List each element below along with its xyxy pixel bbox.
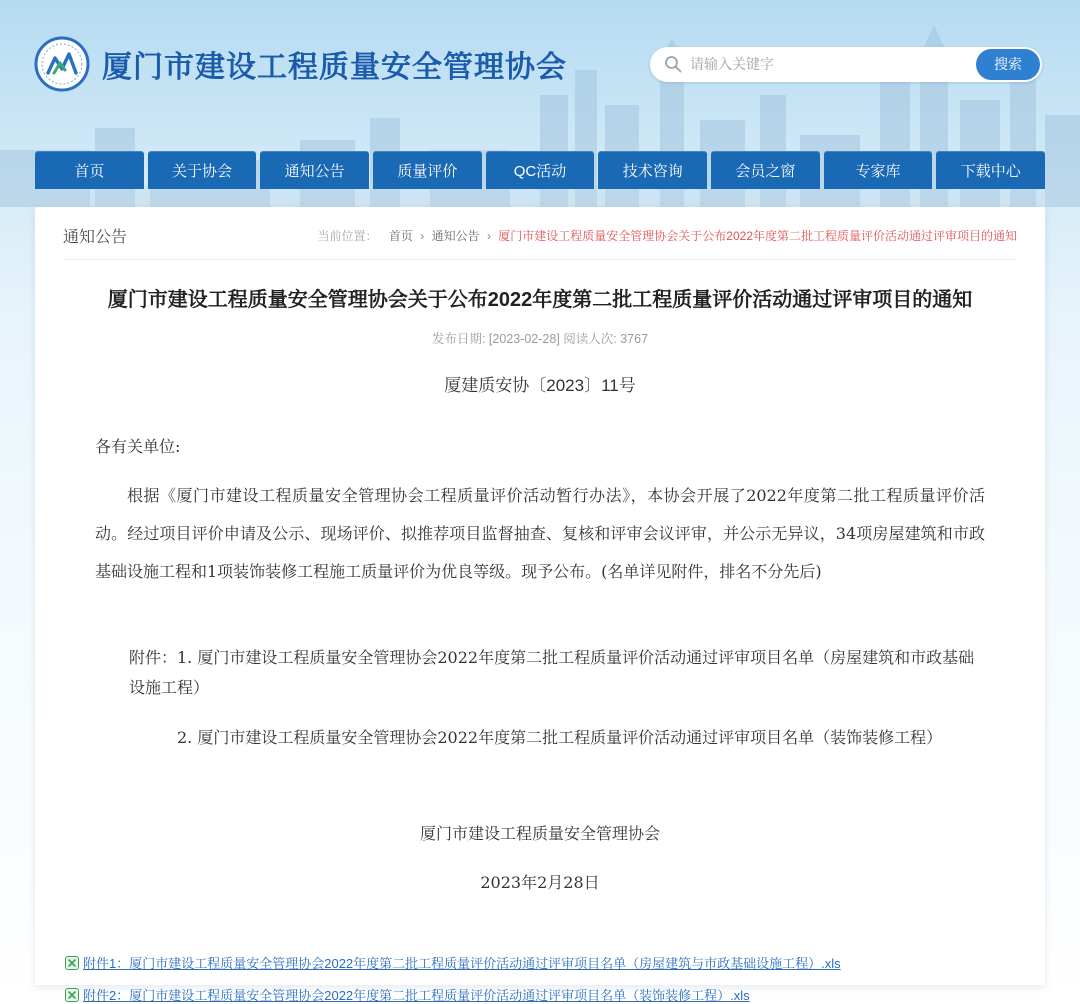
breadcrumb [318, 227, 1017, 244]
content-card [35, 207, 1045, 1003]
breadcrumb-separator: › [420, 229, 425, 243]
attachment-note-line-1: 附件：1. 厦门市建设工程质量安全管理协会2022年度第二批工程质量评价活动通过评审项目名单（房屋建筑和市政基础设施工程） [129, 648, 975, 697]
section-title: 通知公告 [63, 229, 128, 246]
search-button[interactable]: 搜索 [976, 49, 1040, 80]
excel-file-icon [65, 988, 79, 1002]
breadcrumb-separator: › [486, 229, 491, 243]
attachment-note [95, 643, 985, 753]
site-logo-link[interactable] [34, 36, 567, 92]
article-meta: 发布日期: [2023-02-28] 阅读人次: 3767 [431, 332, 649, 346]
article-title: 厦门市建设工程质量安全管理协会关于公布2022年度第二批工程质量评价活动通过评审项目的通知 [107, 289, 973, 311]
site-title: 厦门市建设工程质量安全管理协会 [102, 51, 567, 84]
header [0, 0, 1080, 207]
attachment-link-1[interactable] [65, 953, 1017, 972]
breadcrumb-location-label: 当前位置： [317, 229, 378, 243]
attachment-links [63, 953, 1017, 1004]
association-logo-icon [34, 36, 90, 92]
signature-date: 2023年2月28日 [480, 873, 600, 892]
nav-item-notices[interactable]: 通知公告 [260, 151, 369, 189]
search-icon [664, 55, 682, 73]
excel-file-icon [65, 956, 79, 970]
nav-item-downloads[interactable]: 下载中心 [936, 151, 1045, 189]
document-number: 厦建质安协〔2023〕11号 [444, 376, 636, 395]
nav-item-about[interactable]: 关于协会 [148, 151, 257, 189]
attachment-link-label: 附件1：厦门市建设工程质量安全管理协会2022年度第二批工程质量评价活动通过评审项目名单（房屋建筑与市政基础设施工程）.xls [83, 956, 841, 971]
breadcrumb-home-link[interactable]: 首页 [388, 229, 413, 243]
salutation: 各有关单位: [95, 437, 181, 456]
signature: 厦门市建设工程质量安全管理协会 [419, 824, 660, 843]
nav-item-quality[interactable]: 质量评价 [373, 151, 482, 189]
card-header [63, 207, 1017, 260]
main-nav [35, 151, 1045, 189]
breadcrumb-current-link[interactable]: 厦门市建设工程质量安全管理协会关于公布2022年度第二批工程质量评价活动通过评审项目的通知 [498, 229, 1017, 243]
nav-item-consult[interactable]: 技术咨询 [598, 151, 707, 189]
body-paragraph: 根据《厦门市建设工程质量安全管理协会工程质量评价活动暂行办法》，本协会开展了2022年度第二批工程质量评价活动。经过项目评价申请及公示、现场评价、拟推荐项目监督抽查、复核和评审会议评审，并公示无异议，34项房屋建筑和市政基础设施工程和1项装饰装修工程施工质量评价为优良等级。现予公布。(名单详见附件，排名不分先后) [95, 486, 985, 581]
nav-item-home[interactable]: 首页 [35, 151, 144, 189]
breadcrumb-notices-link[interactable]: 通知公告 [431, 229, 480, 243]
nav-item-qc[interactable]: QC活动 [486, 151, 595, 189]
article-body [63, 434, 1017, 893]
topbar [0, 0, 1080, 92]
attachment-link-label: 附件2：厦门市建设工程质量安全管理协会2022年度第二批工程质量评价活动通过评审项目名单（装饰装修工程）.xls [83, 988, 750, 1003]
search-bar [650, 47, 1042, 82]
nav-item-members[interactable]: 会员之窗 [711, 151, 820, 189]
attachment-note-line-2: 2. 厦门市建设工程质量安全管理协会2022年度第二批工程质量评价活动通过评审项目名单（装饰装修工程） [177, 728, 943, 747]
nav-item-experts[interactable]: 专家库 [824, 151, 933, 189]
attachment-link-2[interactable] [65, 985, 1017, 1004]
